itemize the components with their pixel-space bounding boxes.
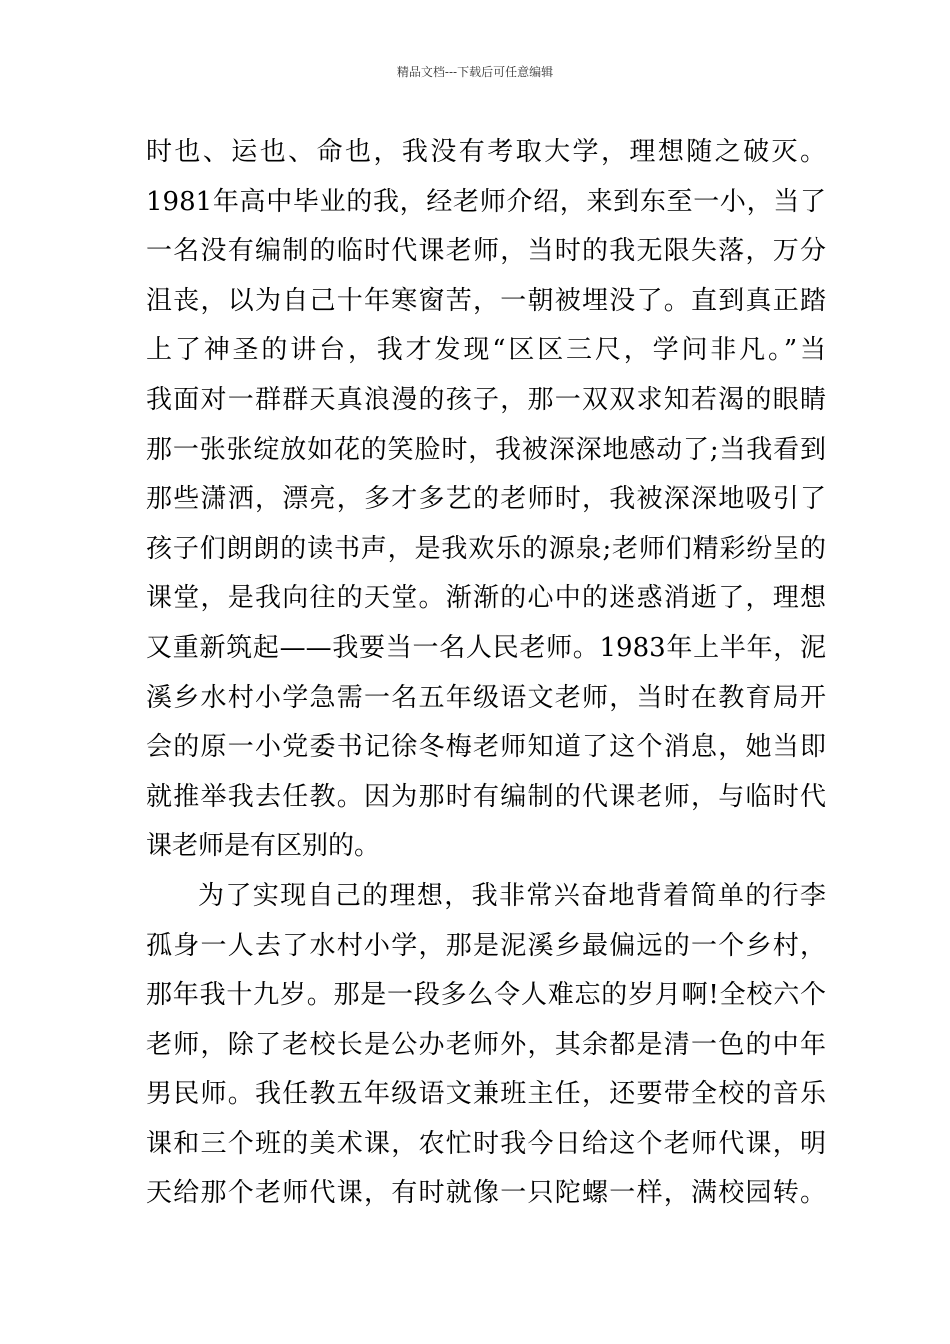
paragraph-2: [146, 872, 826, 1219]
text-line: 为了实现自己的理想，我非常兴奋地背着简单的行李: [198, 880, 826, 911]
text-line: 会的原一小党委书记徐冬梅老师知道了这个消息，她当即: [146, 732, 826, 763]
text-line: 就推举我去任教。因为那时有编制的代课老师，与临时代: [146, 781, 826, 812]
text-line: 那一张张绽放如花的笑脸时，我被深深地感动了;当我看到: [146, 434, 826, 465]
page-header: 精品文档---下载后可任意编辑: [396, 65, 554, 79]
text-line: 课老师是有区别的。: [146, 831, 381, 862]
document-body: [146, 128, 826, 1219]
paragraph-1: [146, 128, 826, 872]
text-line: 又重新筑起——我要当一名人民老师。1983年上半年，泥: [146, 632, 826, 663]
text-line: 我面对一群群天真浪漫的孩子，那一双双求知若渴的眼睛: [146, 384, 826, 415]
text-line: 1981年高中毕业的我，经老师介绍，来到东至一小，当了: [146, 186, 826, 217]
text-line: 那些潇洒，漂亮，多才多艺的老师时，我被深深地吸引了: [146, 484, 826, 515]
text-line: 天给那个老师代课，有时就像一只陀螺一样，满校园转。: [146, 1178, 826, 1209]
text-line: 课和三个班的美术课，农忙时我今日给这个老师代课，明: [146, 1128, 826, 1159]
text-line: 那年我十九岁。那是一段多么令人难忘的岁月啊!全校六个: [146, 980, 826, 1011]
text-line: 时也、运也、命也，我没有考取大学，理想随之破灭。: [146, 137, 826, 167]
text-line: 孤身一人去了水村小学，那是泥溪乡最偏远的一个乡村，: [146, 930, 826, 961]
text-line: 男民师。我任教五年级语文兼班主任，还要带全校的音乐: [146, 1079, 826, 1110]
text-line: 老师，除了老校长是公办老师外，其余都是清一色的中年: [146, 1029, 826, 1060]
text-line: 溪乡水村小学急需一名五年级语文老师，当时在教育局开: [146, 682, 826, 713]
text-line: 一名没有编制的临时代课老师，当时的我无限失落，万分: [146, 236, 826, 267]
text-line: 课堂，是我向往的天堂。渐渐的心中的迷惑消逝了，理想: [146, 583, 826, 614]
text-line: 孩子们朗朗的读书声，是我欢乐的源泉;老师们精彩纷呈的: [146, 533, 826, 564]
text-line: 沮丧，以为自己十年寒窗苦，一朝被埋没了。直到真正踏: [146, 285, 826, 316]
text-line: 上了神圣的讲台，我才发现“区区三尺，学问非凡。”当: [146, 335, 826, 366]
